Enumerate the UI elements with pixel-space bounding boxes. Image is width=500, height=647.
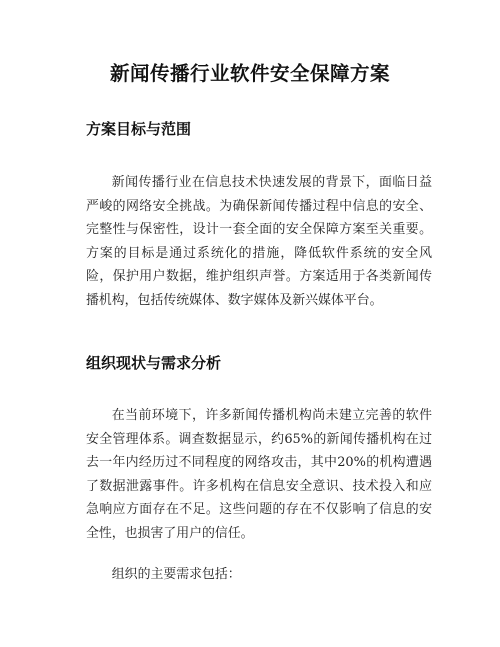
- section-heading-status-needs: 组织现状与需求分析: [86, 354, 222, 372]
- section-paragraph-goals-scope: 新闻传播行业在信息技术快速发展的背景下，面临日益严峻的网络安全挑战。为确保新闻传播过程中信息的安全、完整性与保密性，设计一套全面的安全保障方案至关重要。方案的目标是通过系统化的措施，降低软件系统的安全风险，保护用户数据，维护组织声誉。方案适用于各类新闻传播机构，包括传统媒体、数字媒体及新兴媒体平台。: [86, 175, 432, 308]
- section-paragraph-main-needs-intro: 组织的主要需求包括：: [111, 567, 241, 582]
- document-title: 新闻传播行业软件安全保障方案: [109, 62, 390, 85]
- section-heading-goals-scope: 方案目标与范围: [86, 120, 192, 138]
- section-paragraph-status-needs: 在当前环境下，许多新闻传播机构尚未建立完善的软件安全管理体系。调查数据显示，约65%的新闻传播机构在过去一年内经历过不同程度的网络攻击，其中20%的机构遭遇了数据泄露事件。许多机构在信息安全意识、技术投入和应急响应方面存在不足。这些问题的存在不仅影响了信息的安全性，也损害了用户的信任。: [86, 408, 432, 541]
